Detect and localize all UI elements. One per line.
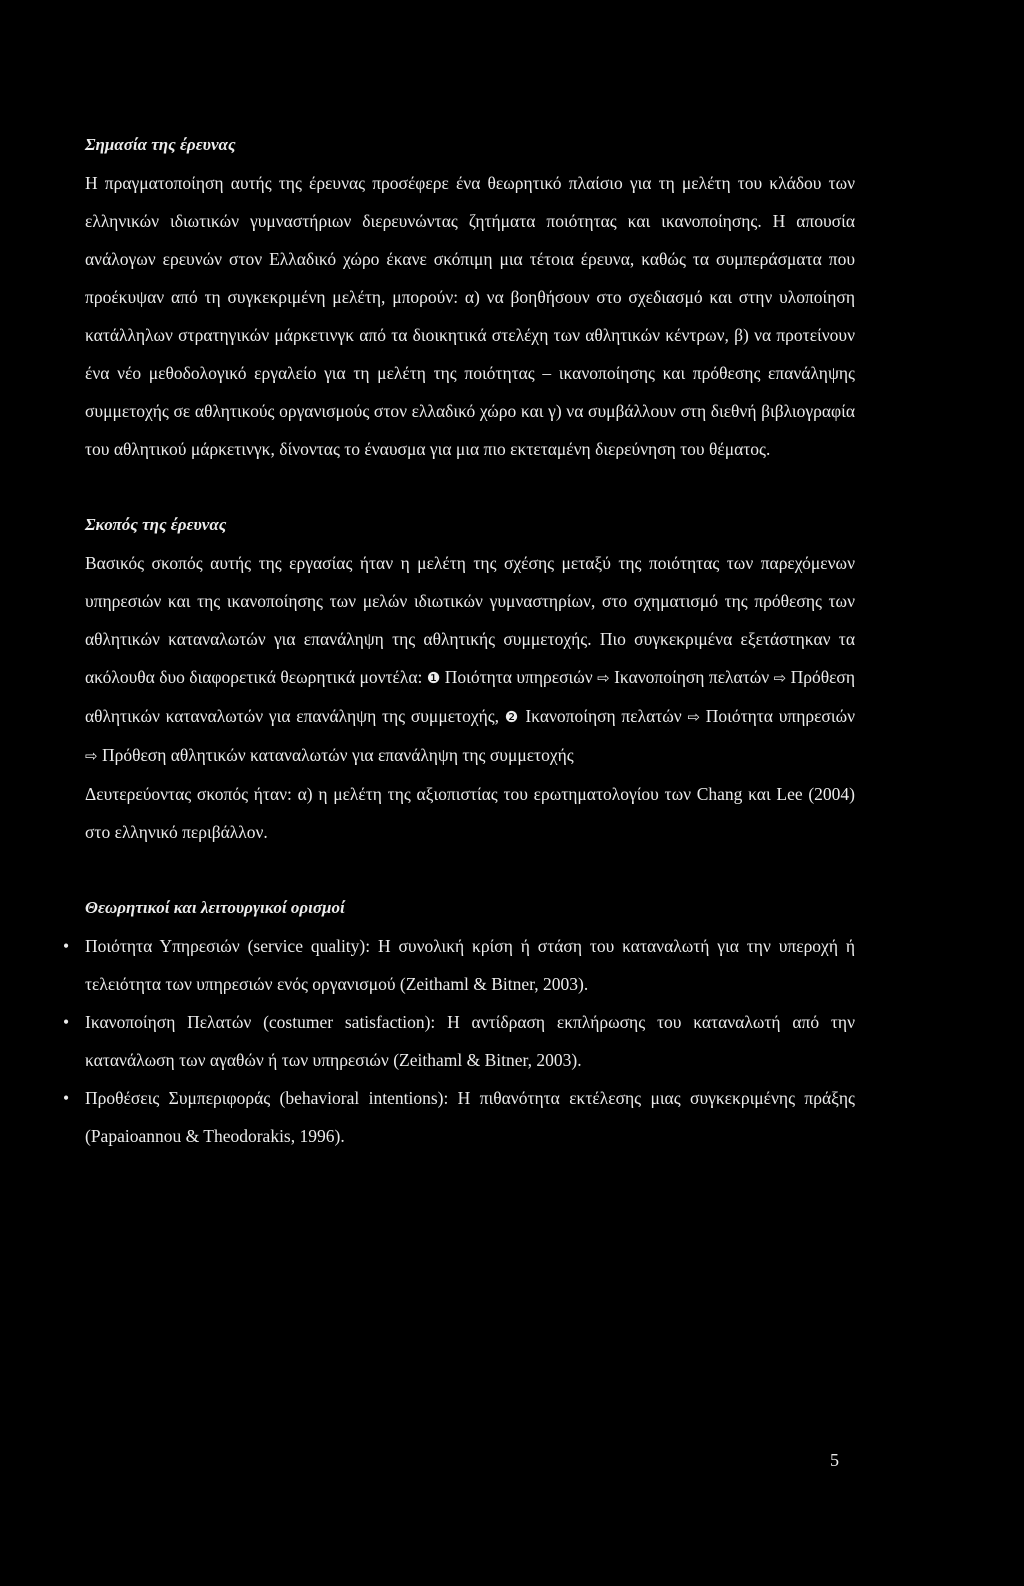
definitions-heading: Θεωρητικοί και λειτουργικοί ορισμοί bbox=[85, 898, 345, 917]
arrow-right-icon: ⇨ bbox=[597, 669, 610, 687]
model-2-step-1: Ικανοποίηση πελατών bbox=[519, 706, 688, 726]
purpose-section bbox=[85, 506, 855, 851]
significance-section bbox=[85, 126, 855, 468]
list-item bbox=[63, 1003, 855, 1079]
bullet-icon: • bbox=[63, 936, 70, 956]
secondary-purpose-paragraph: Δευτερεύοντας σκοπός ήταν: α) η μελέτη της αξιοπιστίας του ερωτηματολογίου των Chang και Lee (2004) στο ελληνικό περιβάλλον. bbox=[85, 784, 855, 842]
page-number: 5 bbox=[830, 1450, 839, 1470]
significance-heading: Σημασία της έρευνας bbox=[85, 135, 236, 154]
bullet-icon: • bbox=[63, 1088, 70, 1108]
significance-paragraph: Η πραγματοποίηση αυτής της έρευνας προσέφερε ένα θεωρητικό πλαίσιο για τη μελέτη του κλάδου των ελληνικών ιδιωτικών γυμναστήριων διερευνώντας ζητήματα ποιότητας και ικανοποίησης. Η απουσία ανάλογων ερευνών στον Ελλαδικό χώρο έκανε σκόπιμη μια τέτοια έρευνα, καθώς τα συμπεράσματα που προέκυψαν από τη συγκεκριμένη μελέτη, μπορούν: α) να βοηθήσουν στο σχεδιασμό και στην υλοποίηση κατάλληλων στρατηγικών μάρκετινγκ από τα διοικητικά στελέχη των αθλητικών κέντρων, β) να προτείνουν ένα νέο μεθοδολογικό εργαλείο για τη μελέτη της ποιότητας – ικανοποίησης και πρόθεσης επανάληψης συμμετοχής σε αθλητικούς οργανισμούς στον ελλαδικό χώρο και γ) να συμβάλλουν στη διεθνή βιβλιογραφία του αθλητικού μάρκετινγκ, δίνοντας το έναυσμα για μια πιο εκτεταμένη διερεύνηση του θέματος. bbox=[85, 173, 855, 459]
model-1-step-3: Πρόθεση αθλητικών καταναλωτών για επανάληψη της συμμετοχής, bbox=[85, 667, 856, 726]
list-item bbox=[63, 927, 855, 1003]
definitions-list bbox=[63, 927, 855, 1155]
model-1-marker-icon: ❶ bbox=[426, 669, 441, 687]
purpose-heading: Σκοπός της έρευνας bbox=[85, 515, 227, 534]
purpose-text: Βασικός σκοπός αυτής της εργασίας ήταν η μελέτη της σχέσης μεταξύ της ποιότητας των παρεχόμενων υπηρεσιών και της ικανοποίησης των μελών ιδιωτικών γυμναστηρίων, στο σχηματισμό της πρόθεσης των αθλητικών καταναλωτών για επανάληψη της αθλητικής συμμετοχής. Πιο συγκεκριμένα εξετάστηκαν τα ακόλουθα δυο διαφορετικά θεωρητικά μοντέλα: bbox=[85, 553, 855, 687]
model-1-step-2: Ικανοποίηση πελατών bbox=[609, 667, 774, 687]
definition-text: Ποιότητα Υπηρεσιών (service quality): Η συνολική κρίση ή στάση του καταναλωτή για την υπεροχή ή τελειότητα των υπηρεσιών ενός οργανισμού (Zeithaml & Bitner, 2003). bbox=[85, 936, 855, 994]
bullet-icon: • bbox=[63, 1012, 70, 1032]
model-2-step-3: Πρόθεση αθλητικών καταναλωτών για επανάληψη της συμμετοχής bbox=[97, 745, 574, 765]
model-2-marker-icon: ❷ bbox=[504, 708, 520, 726]
model-2-step-2: Ποιότητα υπηρεσιών bbox=[700, 706, 856, 726]
arrow-right-icon: ⇨ bbox=[85, 747, 98, 765]
definitions-section bbox=[63, 889, 855, 1155]
list-item bbox=[63, 1079, 855, 1155]
document-page bbox=[63, 126, 856, 1193]
definition-text: Ικανοποίηση Πελατών (costumer satisfaction): Η αντίδραση εκπλήρωσης του καταναλωτή από την κατανάλωση των αγαθών ή των υπηρεσιών (Zeithaml & Bitner, 2003). bbox=[85, 1012, 855, 1070]
definition-text: Προθέσεις Συμπεριφοράς (behavioral intentions): Η πιθανότητα εκτέλεσης μιας συγκεκριμένης πράξης (Papaioannou & Theodorakis, 1996). bbox=[85, 1088, 855, 1146]
arrow-right-icon: ⇨ bbox=[773, 669, 787, 687]
arrow-right-icon: ⇨ bbox=[687, 708, 701, 726]
model-1-step-1: Ποιότητα υπηρεσιών bbox=[440, 667, 598, 687]
purpose-paragraph bbox=[85, 544, 855, 775]
